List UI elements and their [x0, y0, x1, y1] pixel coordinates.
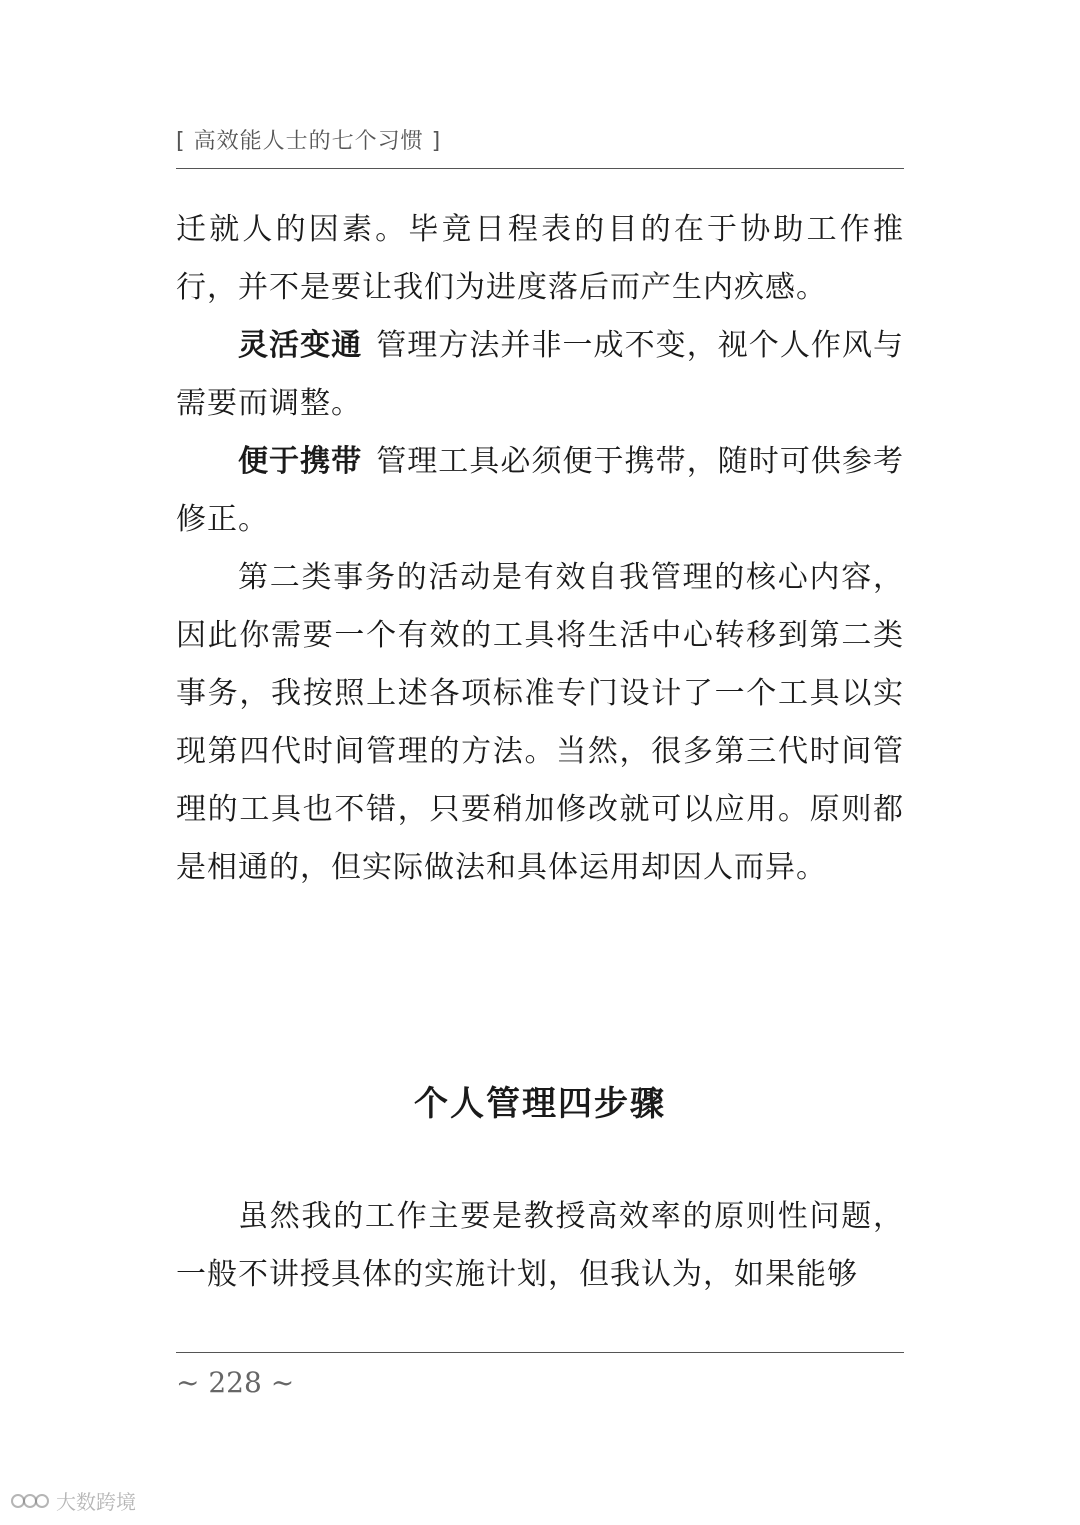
header-rule [176, 168, 904, 169]
footer-rule [176, 1352, 904, 1353]
paragraph-intro: 虽然我的工作主要是教授高效率的原则性问题，一般不讲授具体的实施计划，但我认为，如果能够 [176, 1199, 904, 1292]
lead-term-flexibility: 灵活变通 [238, 328, 363, 363]
page-number: ~ 228 ~ [176, 1366, 295, 1399]
paragraph-quadrant-two: 第二类事务的活动是有效自我管理的核心内容，因此你需要一个有效的工具将生活中心转移到第二类事务，我按照上述各项标准专门设计了一个工具以实现第四代时间管理的方法。当然，很多第三代时间管理的工具也不错，只要稍加修改就可以应用。原则都是相通的，但实际做法和具体运用却因人而异。 [176, 560, 904, 885]
watermark-logo-icon [10, 1488, 50, 1514]
paragraph-continued: 迁就人的因素。毕竟日程表的目的在于协助工作推行，并不是要让我们为进度落后而产生内疚感。 [176, 212, 904, 305]
paragraph-text: 管理工具必须便于携带，随时可供参考修正。 [176, 444, 905, 537]
watermark [10, 1486, 136, 1515]
paragraph-flexibility [176, 317, 904, 433]
section-heading: 个人管理四步骤 [414, 1084, 666, 1124]
body-text-bottom [176, 1188, 904, 1304]
paragraph-text: 管理方法并非一成不变，视个人作风与需要而调整。 [176, 328, 905, 421]
body-text-top [176, 201, 904, 897]
watermark-text: 大数跨境 [56, 1490, 136, 1514]
paragraph-portability [176, 433, 904, 549]
running-head: [ 高效能人士的七个习惯 ] [176, 129, 442, 154]
lead-term-portability: 便于携带 [238, 444, 363, 479]
